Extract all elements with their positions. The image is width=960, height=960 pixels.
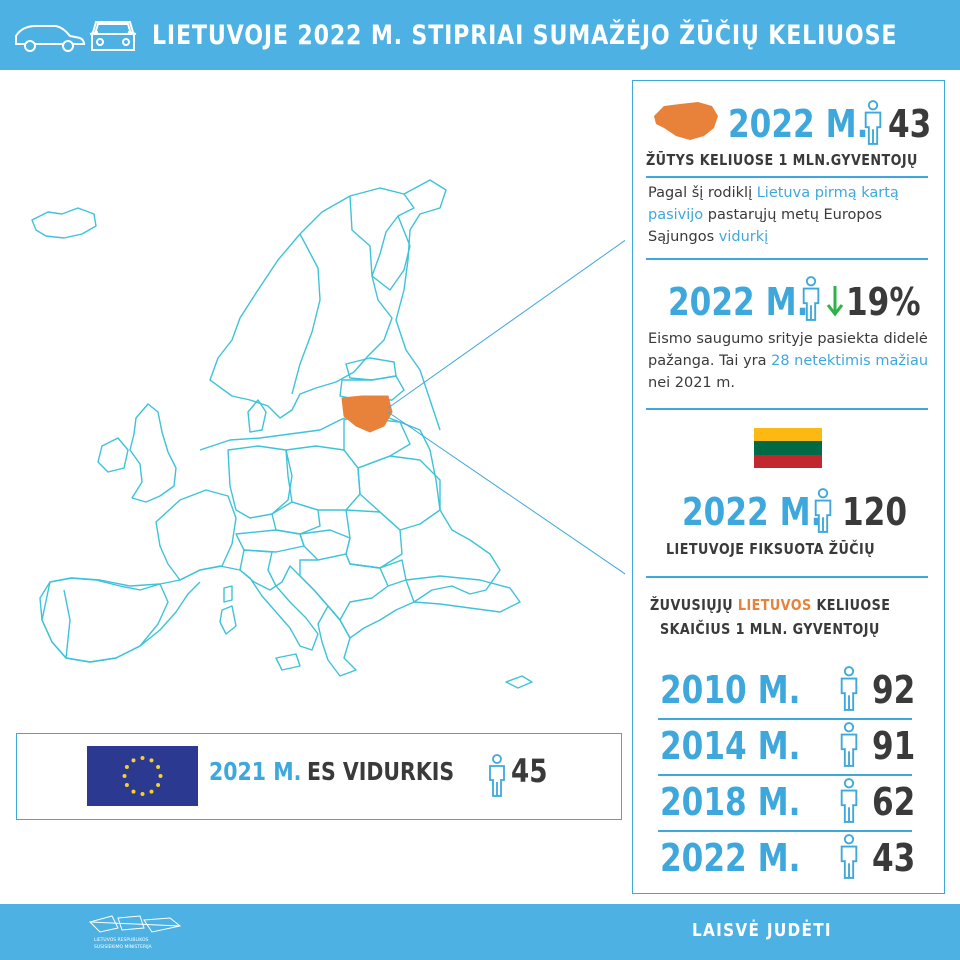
uk-outline: [130, 404, 176, 502]
table-row-value: 92: [872, 668, 916, 712]
finland-outline: [350, 196, 410, 290]
block3-caption: LIETUVOJE FIKSUOTA ŽŪČIŲ: [666, 540, 875, 558]
person-icon: [838, 666, 860, 712]
divider: [646, 408, 928, 410]
divider: [646, 176, 928, 178]
table-row-value: 62: [872, 780, 916, 824]
eu-average-box: [16, 733, 622, 820]
divider: [646, 576, 928, 578]
scandinavia-outline: [210, 188, 414, 418]
russia-nw-outline: [396, 180, 446, 430]
table-row-year: 2014 M.: [660, 724, 801, 768]
ministry-logo-icon: [88, 914, 184, 936]
ministry-logo: [88, 914, 184, 954]
page-title: LIETUVOJE 2022 M. STIPRIAI SUMAŽĖJO ŽŪČIŲ KELIUOSE: [152, 20, 898, 51]
ireland-outline: [98, 438, 128, 472]
block1-value: 43: [888, 102, 932, 146]
footer-bar: [0, 904, 960, 960]
person-icon: [838, 778, 860, 824]
divider: [658, 718, 912, 720]
divider: [658, 774, 912, 776]
logo-text: LIETUVOS RESPUBLIKOS: [94, 938, 149, 943]
block2-text: Eismo saugumo srityje pasiekta didelė pažanga. Tai yra 28 netektimis mažiau nei 2021 m.: [648, 331, 929, 391]
person-icon: [838, 722, 860, 768]
block3-value: 120: [842, 490, 908, 534]
block1-year: 2022 M.: [728, 102, 869, 146]
italy-outline: [240, 550, 318, 650]
down-arrow-icon: [826, 284, 844, 318]
divider: [658, 830, 912, 832]
header-bar: [0, 0, 960, 70]
block2-value: 19%: [846, 280, 921, 324]
lithuania-highlight: [342, 396, 392, 432]
sweden-border: [292, 234, 320, 394]
iberia-outline: [42, 578, 168, 662]
person-icon: [800, 276, 822, 322]
person-icon: [838, 834, 860, 880]
cars-icon: [12, 14, 138, 58]
romania-border: [346, 510, 402, 568]
continent-outline: [40, 412, 500, 662]
iceland-outline: [32, 208, 96, 238]
europe-map: [0, 150, 625, 710]
greece-outline: [318, 606, 356, 676]
block3-year: 2022 M.: [682, 490, 823, 534]
table-row-year: 2022 M.: [660, 836, 801, 880]
eu-flag-icon: [87, 746, 198, 806]
table-row-year: 2010 M.: [660, 668, 801, 712]
table-row-value: 91: [872, 724, 916, 768]
table-heading-line2: SKAIČIUS 1 MLN. GYVENTOJŲ: [660, 620, 880, 638]
sardinia-outline: [220, 606, 236, 634]
eu-average-year: 2021 M.: [209, 757, 302, 786]
turkey-outline: [406, 576, 520, 612]
divider: [646, 258, 928, 260]
cyprus-outline: [506, 676, 532, 688]
balkans-outline: [300, 554, 388, 620]
eu-average-value: 45: [511, 752, 548, 790]
corsica-outline: [224, 586, 232, 602]
austria-border: [236, 530, 304, 552]
lithuania-flag-icon: [754, 428, 822, 468]
table-row-value: 43: [872, 836, 916, 880]
block1-text: Pagal šį rodiklį Lietuva pirmą kartą pasivijo pastarųjų metų Europos Sąjungos vidurkį: [648, 185, 899, 245]
eu-average-label: ES VIDURKIS: [307, 757, 455, 786]
block1-caption: ŽŪTYS KELIUOSE 1 MLN.GYVENTOJŲ: [646, 151, 918, 169]
sicily-outline: [276, 654, 300, 670]
lithuania-map-icon: [652, 98, 720, 142]
table-row-year: 2018 M.: [660, 780, 801, 824]
footer-tagline: LAISVĖ JUDĖTI: [692, 920, 832, 941]
person-icon: [812, 488, 834, 534]
portugal-border: [64, 590, 70, 658]
ukraine-border: [358, 456, 440, 530]
table-heading: ŽUVUSIŲJŲ LIETUVOS KELIUOSE: [650, 596, 891, 614]
hungary-border: [300, 530, 350, 560]
block2-year: 2022 M.: [668, 280, 809, 324]
person-icon: [487, 754, 507, 798]
logo-text: SUSISIEKIMO MINISTERIJA: [94, 945, 152, 950]
bulgaria-border: [350, 560, 406, 586]
person-icon: [862, 100, 884, 146]
